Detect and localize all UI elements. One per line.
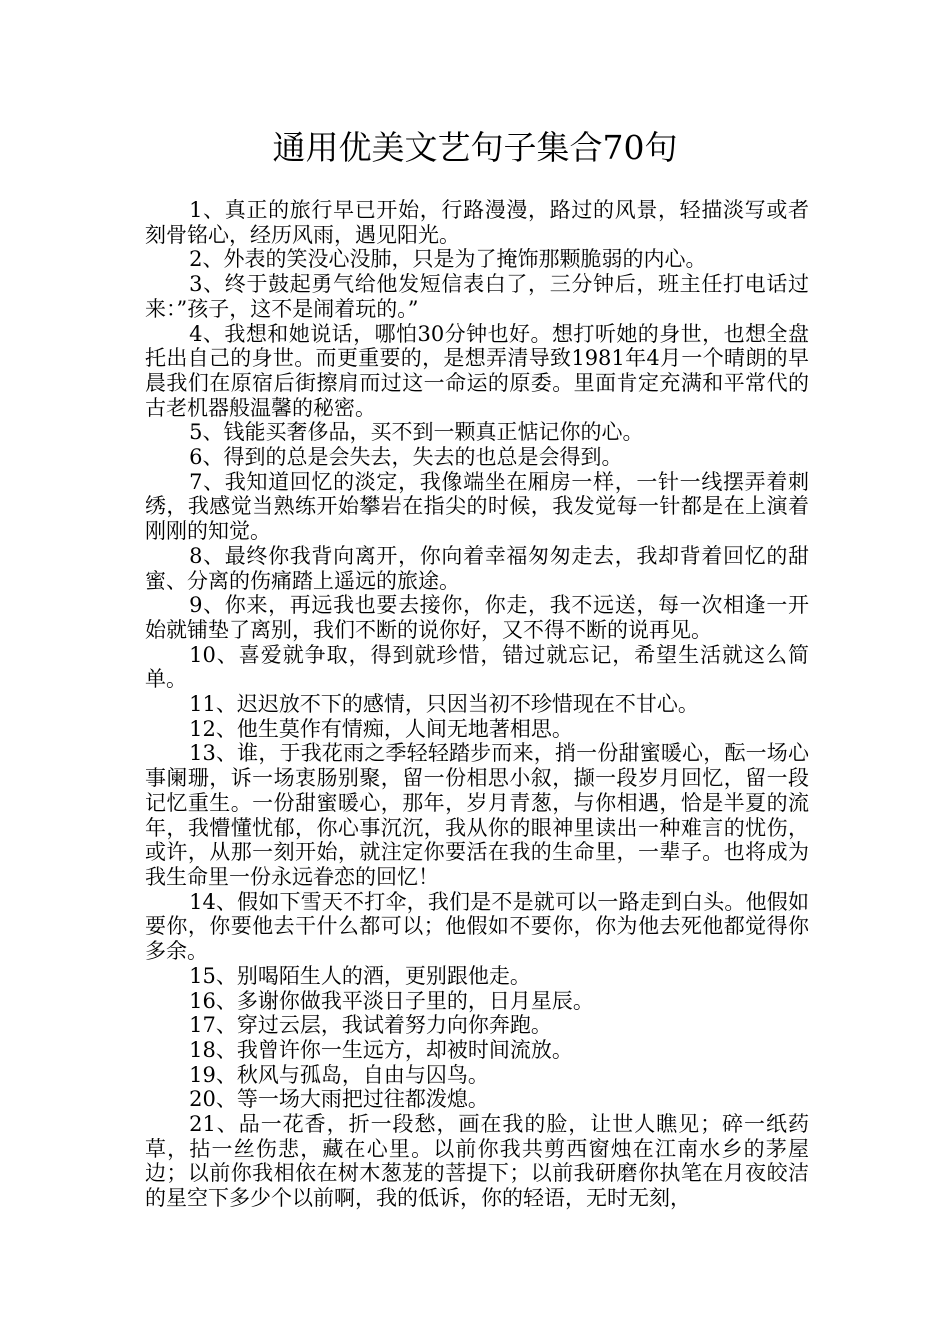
paragraph: 7、我知道回忆的淡定，我像端坐在厢房一样，一针一线摆弄着刺绣，我感觉当熟练开始攀岩在指尖的时候，我发觉每一针都是在上演着刚刚的知觉。: [145, 469, 809, 544]
paragraph: 8、最终你我背向离开，你向着幸福匆匆走去，我却背着回忆的甜蜜、分离的伤痛踏上遥远的旅途。: [145, 543, 809, 593]
paragraph: 16、多谢你做我平淡日子里的，日月星辰。: [189, 988, 594, 1013]
paragraph: 10、喜爱就争取，得到就珍惜，错过就忘记，希望生活就这么简单。: [145, 642, 809, 692]
paragraph: 1、真正的旅行早已开始，行路漫漫，路过的风景，轻描淡写或者刻骨铭心，经历风雨，遇见阳光。: [145, 198, 809, 247]
document-body: [145, 198, 809, 1211]
paragraph: 11、迟迟放不下的感情，只因当初不珍惜现在不甘心。: [189, 692, 699, 717]
paragraph: 2、外表的笑没心没肺，只是为了掩饰那颗脆弱的内心。: [189, 247, 707, 272]
paragraph: 17、穿过云层，我试着努力向你奔跑。: [189, 1013, 552, 1038]
paragraph: 18、我曾许你一生远方，却被时间流放。: [189, 1037, 573, 1062]
paragraph: 6、得到的总是会失去，失去的也总是会得到。: [189, 445, 623, 470]
paragraph: 9、你来，再远我也要去接你，你走，我不远送，每一次相逢一开始就铺垫了离别，我们不断的说你好，又不得不断的说再见。: [145, 593, 809, 642]
paragraph: 12、他生莫作有情痴，人间无地著相思。: [189, 716, 573, 741]
paragraph: 19、秋风与孤岛，自由与囚鸟。: [189, 1062, 489, 1087]
paragraph: 15、别喝陌生人的酒，更别跟他走。: [189, 963, 531, 988]
document-title: 通用优美文艺句子集合70句: [272, 128, 678, 167]
paragraph: 20、等一场大雨把过往都泼熄。: [189, 1087, 489, 1112]
paragraph: 4、我想和她说话，哪怕30分钟也好。想打听她的身世，也想全盘托出自己的身世。而更重要的，是想弄清导致1981年4月一个晴朗的早晨我们在原宿后街擦肩而过这一命运的原委。里面肯定充满和平常代的古老机器般温馨的秘密。: [145, 321, 809, 420]
paragraph: 5、钱能买奢侈品，买不到一颗真正惦记你的心。: [189, 420, 644, 445]
paragraph: 3、终于鼓起勇气给他发短信表白了，三分钟后，班主任打电话过来：”孩子，这不是闹着玩的。”: [145, 272, 809, 321]
paragraph: 21、品一花香，折一段愁，画在我的脸，让世人瞧见；碎一纸药草，拈一丝伤悲，藏在心里。以前你我共剪西窗烛在江南水乡的茅屋边；以前你我相依在树木葱茏的菩提下；以前我研磨你执笔在月夜皎洁的星空下多少个以前啊，我的低诉，你的轻语，无时无刻，: [145, 1112, 809, 1211]
paragraph: 13、谁，于我花雨之季轻轻踏步而来，捎一份甜蜜暖心，酝一场心事阑珊，诉一场衷肠别聚，留一份相思小叙，撷一段岁月回忆，留一段记忆重生。一份甜蜜暖心，那年，岁月青葱，与你相遇，恰是半夏的流年，我懵懂忧郁，你心事沉沉，我从你的眼神里读出一种难言的忧伤，或许，从那一刻开始，就注定你要活在我的生命里，一辈子。也将成为我生命里一份永远眷恋的回忆！: [145, 741, 809, 889]
paragraph: 14、假如下雪天不打伞，我们是不是就可以一路走到白头。他假如要你，你要他去干什么都可以；他假如不要你，你为他去死他都觉得你多余。: [145, 889, 809, 964]
